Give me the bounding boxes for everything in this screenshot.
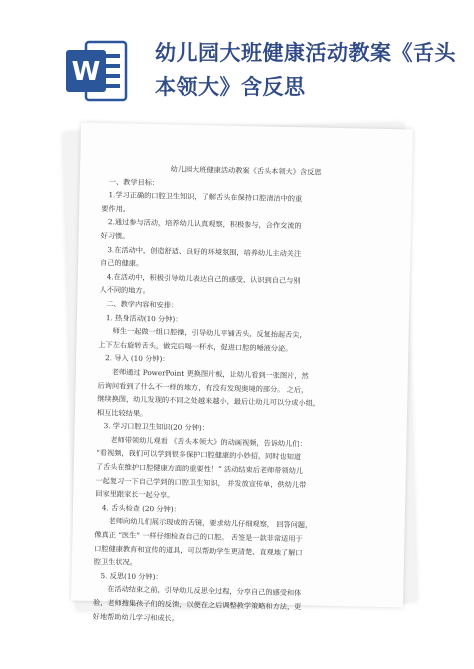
text-line: 了舌头在维护口腔健康方面的重要性！” 活动结束后老师带领幼儿 [95, 462, 304, 476]
text-line: 后询问看到了什么不一样的地方，有没有发现奥境的部分。 之后， [97, 380, 309, 394]
text-line: 回家里跟家长一起分享。 [95, 489, 175, 500]
text-line: 人不同的地方。 [99, 285, 150, 296]
text-line: 老师通过 PowerPoint 更换图片板，让幼儿看到一张图片，然 [111, 367, 309, 381]
text-line: 3. 学习口腔卫生知识(20 分钟)： [103, 421, 210, 433]
text-line: 5. 反思(10 分钟)： [100, 570, 163, 582]
text-line: 口腔健康教育和宣传的道具，可以帮助学生更清楚、直观地了解口 [94, 543, 303, 557]
text-line: 老师带领幼儿观看 《舌头本领大》的动画视频，告诉幼儿们： [110, 435, 307, 449]
text-line: 要作用。 [101, 203, 131, 214]
document-body [93, 161, 391, 629]
text-line: 自己的健康。 [100, 258, 144, 269]
text-line: 老师向幼儿们展示现成的舌镜，要求幼儿仔细观察， 回答问题， [108, 516, 313, 530]
text-line: 1. 热身活动(10 分钟)： [105, 312, 183, 324]
text-line: 4.在活动中，积极引导幼儿表达自己的感受，认识到自己与别 [106, 271, 301, 285]
text-line: 在活动结束之前，引导幼儿反思全过程，分享自己的感受和体 [107, 584, 302, 598]
text-line: 好习惯。 [100, 230, 130, 241]
svg-text:W: W [71, 57, 101, 87]
section-heading: 一、教学目标： [108, 176, 160, 187]
document-page [71, 123, 413, 623]
page-title: 幼儿园大班健康活动教案《舌头本领大》含反思 [155, 41, 456, 99]
text-line: 腔卫生状况。 [93, 557, 138, 568]
text-line: 继续换图，幼儿发现的不同之处越来越小，最后让幼儿可以分成小组， [97, 394, 321, 408]
text-line: 好地帮助幼儿学习和成长。 [92, 611, 180, 623]
word-document-icon [66, 38, 128, 104]
text-line: 2.通过参与活动，培养幼儿认真观察，积极参与，合作交流的 [107, 217, 302, 231]
text-line: 一起复习一下自己学到的口腔卫生知识， 并发放宣传单，供幼儿带 [95, 475, 307, 490]
text-line: 3.在活动中，创造舒适、良好的环境氛围，培养幼儿主动关注 [107, 244, 302, 258]
text-line: “看视频，我们可以学到很多保护口腔健康的小妙招，同时也知道 [96, 448, 302, 462]
section-heading: 二、教学内容和安排： [106, 299, 179, 310]
text-line: 相互比较结果。 [96, 407, 148, 418]
document-heading: 幼儿园大班健康活动教案《舌头本领大》含反思 [170, 164, 322, 177]
text-line: 验，老师搜集孩子们的反馈，以便在之后调整教学策略和方法，更 [92, 597, 302, 612]
text-line: 师生一起做一组口腔操，引导幼儿平铺舌头，反复抬起舌尖， [112, 326, 307, 340]
text-line: 4. 舌头检查 (20 分钟)： [101, 502, 181, 514]
text-line: 像真正 “医生” 一样仔细检查自己的口腔。 舌签是一款非常适用于 [94, 529, 303, 544]
text-line: 2. 导入 (10 分钟)： [105, 353, 170, 364]
text-line: 上下左右旋转舌头，做完后喝一杯水，促进口腔的唾液分泌。 [98, 339, 293, 353]
text-line: 1.学习正确的口腔卫生知识，了解舌头在保持口腔清洁中的重 [108, 190, 303, 204]
